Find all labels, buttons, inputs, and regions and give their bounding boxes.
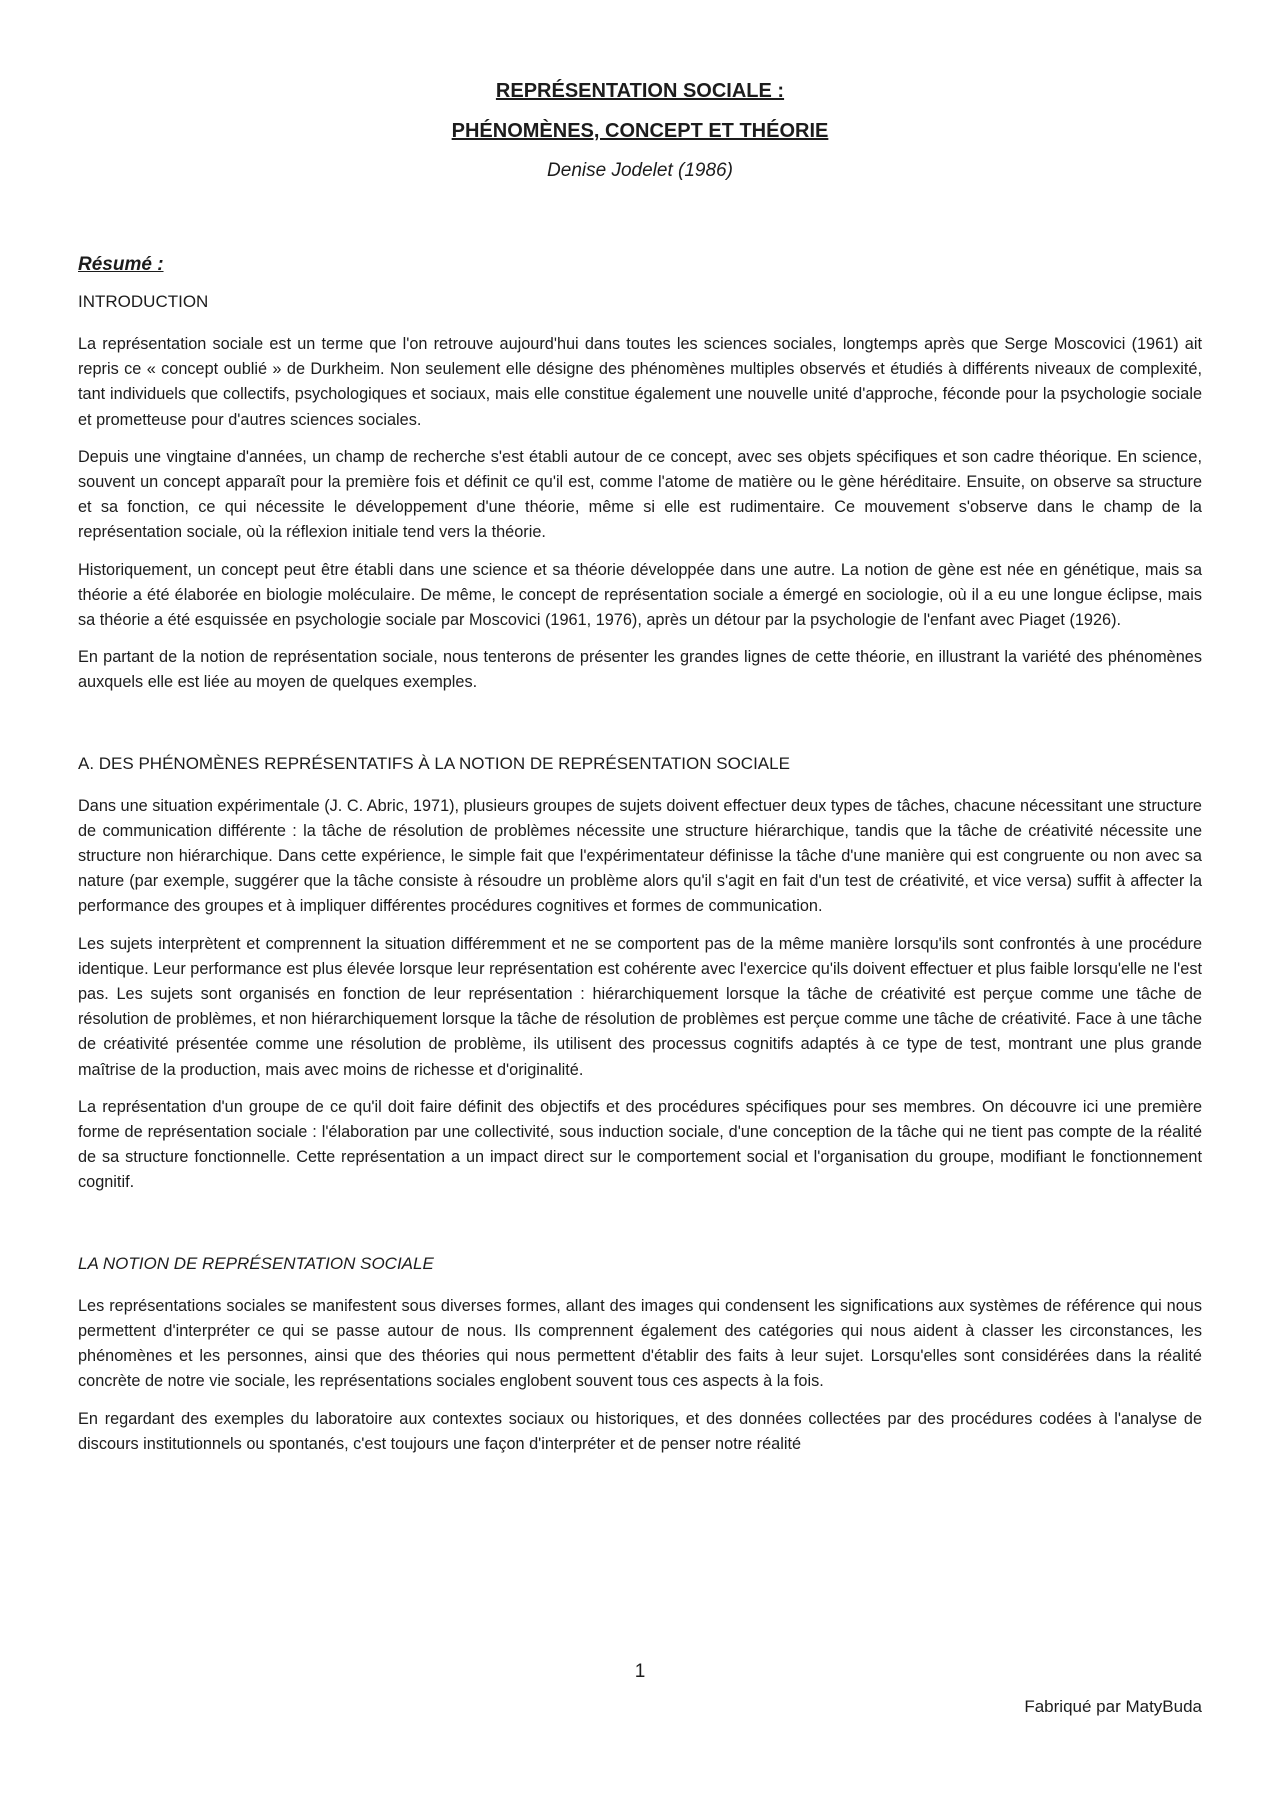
page-content [78, 78, 1202, 1469]
notion-heading: LA NOTION DE REPRÉSENTATION SOCIALE [78, 1253, 434, 1273]
notion-paragraph-2: En regardant des exemples du laboratoire aux contextes sociaux ou historiques, et des données collectées par des procédures codées à l'analyse de discours institutionnels ou spontanés, c'est toujours une façon d'interpréter et de penser notre réalité [78, 1409, 1202, 1453]
section-a-heading: A. DES PHÉNOMÈNES REPRÉSENTATIFS À LA NOTION DE REPRÉSENTATION SOCIALE [78, 753, 790, 773]
introduction-paragraph-1: La représentation sociale est un terme que l'on retrouve aujourd'hui dans toutes les sciences sociales, longtemps après que Serge Moscovici (1961) ait repris ce « concept oublié » de Durkheim. Non seulement elle désigne des phénomènes multiples observés et étudiés à différents niveaux de complexité, tant individuels que collectifs, psychologiques et sociaux, mais elle constitue également une nouvelle unité d'approche, féconde pour la psychologie sociale et prometteuse pour d'autres sciences sociales. [78, 335, 1202, 429]
document-title-line-1: REPRÉSENTATION SOCIALE : [495, 80, 785, 102]
section-a-paragraph-1: Dans une situation expérimentale (J. C. Abric, 1971), plusieurs groupes de sujets doivent effectuer deux types de tâches, chacune nécessitant une structure de communication différente : la tâche de résolution de problèmes nécessite une structure hiérarchique, tandis que la tâche de créativité nécessite une structure non hiérarchique. Dans cette expérience, le simple fait que l'expérimentateur définisse la tâche d'une manière qui est congruente ou non avec sa nature (par exemple, suggérer que la tâche consiste à résoudre un problème alors qu'il s'agit en fait d'un test de créativité, et vice versa) suffit à affecter la performance des groupes et à impliquer différentes procédures cognitives et formes de communication. [78, 796, 1202, 916]
introduction-paragraph-3: Historiquement, un concept peut être établi dans une science et sa théorie développée dans une autre. La notion de gène est née en génétique, mais sa théorie a été élaborée en biologie moléculaire. De même, le concept de représentation sociale a émergé en sociologie, où il a eu une longue éclipse, mais sa théorie a été esquissée en psychologie sociale par Moscovici (1961, 1976), après un détour par la psychologie de l'enfant avec Piaget (1926). [78, 560, 1202, 630]
resume-label: Résumé : [78, 254, 164, 275]
introduction-paragraph-2: Depuis une vingtaine d'années, un champ de recherche s'est établi autour de ce concept, avec ses objets spécifiques et son cadre théorique. En science, souvent un concept apparaît pour la première fois et définit ce qu'il est, comme l'atome de matière ou le gène héréditaire. Ensuite, on observe sa structure et sa fonction, ce qui nécessite le développement d'une théorie, même si elle est rudimentaire. Ce mouvement s'observe dans le champ de la représentation sociale, où la réflexion initiale tend vers la théorie. [78, 447, 1202, 542]
section-a-paragraph-2: Les sujets interprètent et comprennent la situation différemment et ne se comportent pas de la même manière lorsqu'ils sont confrontés à une procédure identique. Leur performance est plus élevée lorsque leur représentation est cohérente avec l'exercice qu'ils doivent effectuer et plus faible lorsqu'elle ne l'est pas. Les sujets sont organisés en fonction de leur représentation : hiérarchiquement lorsque la tâche de créativité est perçue comme une tâche de résolution de problèmes, et non hiérarchiquement lorsque la tâche de résolution de problèmes est perçue comme une tâche de créativité. Face à une tâche de créativité présentée comme une résolution de problème, ils utilisent des processus cognitifs adaptés à ce type de test, montrant une plus grande maîtrise de la production, mais avec moins de richesse et d'originalité. [78, 934, 1202, 1079]
section-spacer [78, 1208, 1202, 1252]
introduction-paragraph-4: En partant de la notion de représentation sociale, nous tenterons de présenter les grandes lignes de cette théorie, en illustrant la variété des phénomènes auxquels elle est liée au moyen de quelques exemples. [78, 648, 1202, 692]
notion-paragraph-1: Les représentations sociales se manifestent sous diverses formes, allant des images qui condensent les significations aux systèmes de référence qui nous permettent d'interpréter ce qui se passe autour de nous. Ils comprennent également des catégories qui nous aident à classer les circonstances, les phénomènes et les personnes, ainsi que des théories qui nous permettent d'établir des faits à leur sujet. Lorsqu'elles sont considérées dans la réalité concrète de notre vie sociale, les représentations sociales englobent souvent tous ces aspects à la fois. [78, 1296, 1202, 1391]
page-number: 1 [634, 1661, 646, 1682]
section-a-paragraph-3: La représentation d'un groupe de ce qu'il doit faire définit des objectifs et des procédures spécifiques pour ses membres. On découvre ici une première forme de représentation sociale : l'élaboration par une collectivité, sous induction sociale, d'une conception de la tâche qui ne tient pas compte de la réalité de sa structure fonctionnelle. Cette représentation a un impact direct sur le comportement social et l'organisation du groupe, modifiant le fonctionnement cognitif. [78, 1097, 1202, 1192]
document-title-line-2: PHÉNOMÈNES, CONCEPT ET THÉORIE [451, 120, 829, 142]
document-author: Denise Jodelet (1986) [547, 160, 733, 181]
footer-credit: Fabriqué par MatyBuda [1024, 1697, 1202, 1716]
introduction-heading: INTRODUCTION [78, 292, 209, 311]
section-spacer [78, 708, 1202, 752]
